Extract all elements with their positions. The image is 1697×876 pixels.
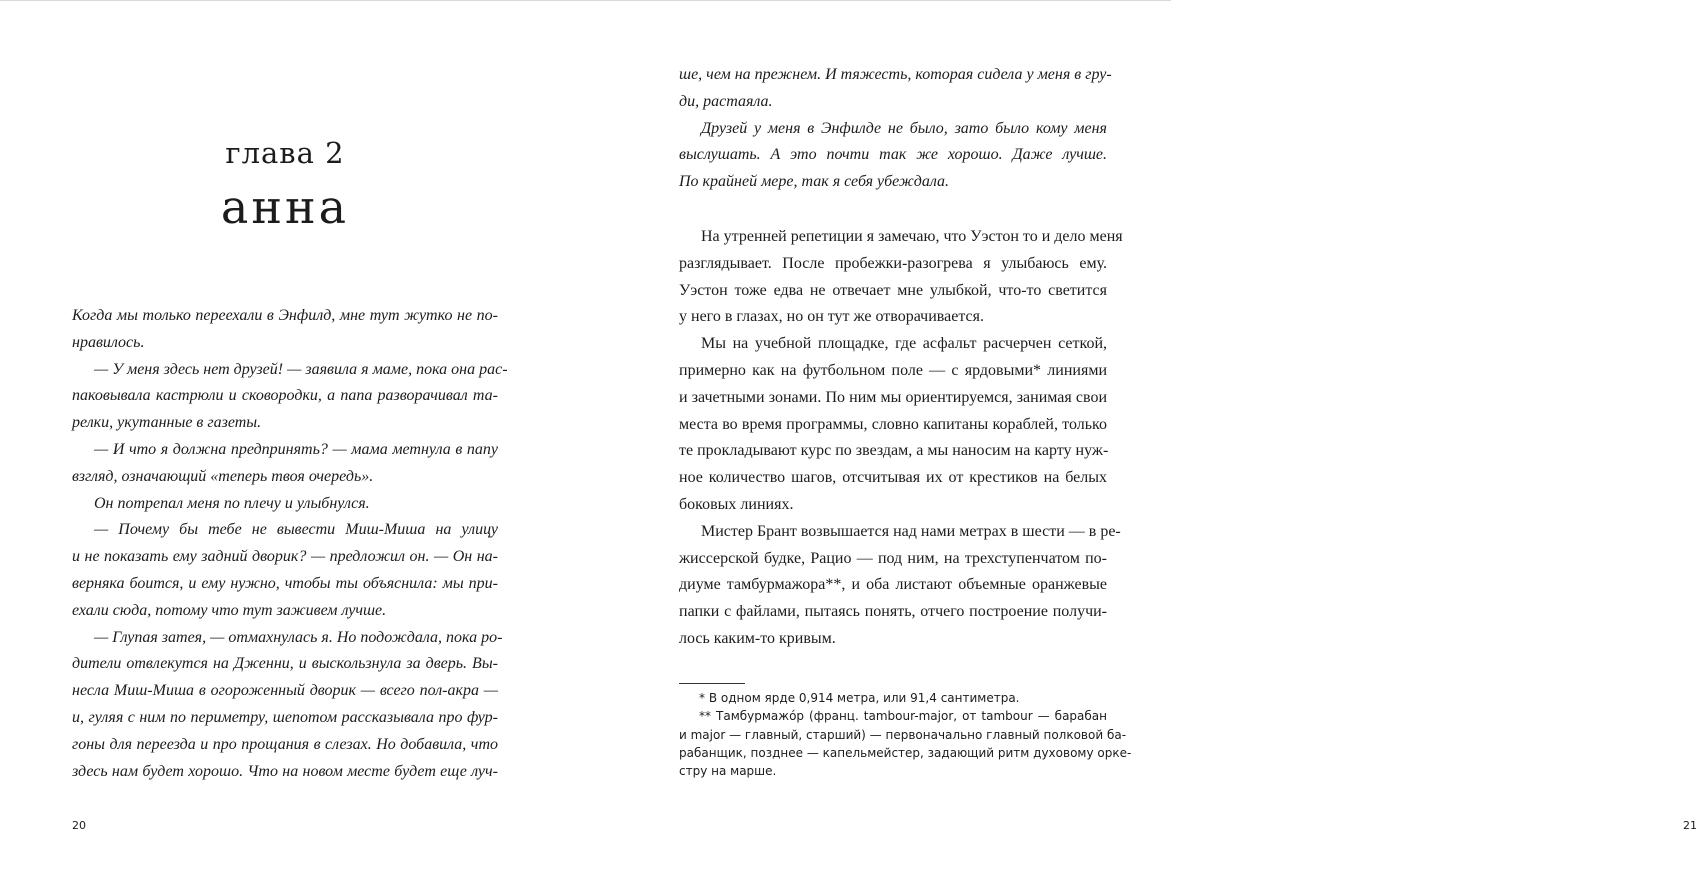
text-line: Друзей у меня в Энфилде не было, зато было кому меня — [701, 119, 1107, 137]
footnotes — [679, 689, 1132, 780]
text-line: и не показать ему задний дворик? — предложил он. — Он на- — [72, 548, 498, 566]
right-page-body-text — [679, 224, 1123, 653]
text-line: На утренней репетиции я замечаю, что Уэстон то и дело меня — [701, 228, 1123, 245]
text-line: те прокладывают курс по звездам, а мы наносим на карту нуж- — [679, 442, 1109, 460]
text-line: гоны для переезда и про прощания в слезах. Но добавила, что — [72, 735, 498, 753]
text-line: взгляд, означающий «теперь твоя очередь». — [72, 467, 374, 485]
text-line: Мы на учебной площадке, где асфальт расчерчен сеткой, — [701, 335, 1107, 353]
text-line: диуме тамбурмажора**, и оба листают объемные оранжевые — [679, 576, 1107, 594]
right-page-italic-text — [679, 62, 1112, 196]
text-line: и зачетными зонами. По ним мы ориентируемся, занимая свои — [679, 388, 1107, 406]
text-line: — Глупая затея, — отмахнулась я. Но подождала, пока ро- — [94, 628, 503, 646]
chapter-number: глава 2 — [225, 136, 345, 170]
footnote-line: ** Тамбурмажóр (франц. tambour-major, от tambour — барабан — [699, 709, 1107, 724]
text-line: — И что я должна предпринять? — мама метнула в папу — [94, 440, 498, 458]
text-line: нравилось. — [72, 333, 145, 351]
footnote-rule — [679, 683, 745, 684]
text-line: Он потрепал меня по плечу и улыбнулся. — [94, 494, 370, 512]
text-line: паковывала кастрюли и сковородки, а папа разворачивал та- — [72, 387, 498, 405]
text-line: ехали сюда, потому что тут заживем лучше. — [72, 601, 387, 619]
text-line: верняка боится, и ему нужно, чтобы ты объяснила: мы при- — [72, 574, 498, 592]
footnote-line: * В одном ярде 0,914 метра, или 91,4 сантиметра. — [699, 691, 1020, 705]
text-line: выслушать. А это почти так же хорошо. Даже лучше. — [679, 146, 1107, 164]
text-line: Уэстон тоже едва не отвечает мне улыбкой, что-то светится — [679, 281, 1107, 299]
footnote-line: и major — главный, старший) — первоначально главный полковой ба- — [679, 727, 1127, 742]
text-line: здесь нам будет хорошо. Что на новом месте будет еще луч- — [72, 762, 498, 780]
text-line: несла Миш-Миша в огороженный дворик — всего пол-акра — — [72, 682, 498, 700]
footnote-line: рабанщик, позднее — капельмейстер, задающий ритм духовому орке- — [679, 745, 1132, 760]
page-number-left: 20 — [72, 819, 86, 832]
left-page-text — [72, 303, 508, 785]
text-line: Мистер Брант возвышается над нами метрах в шести — в ре- — [701, 522, 1121, 540]
text-line: лось каким-то кривым. — [679, 629, 836, 647]
text-line: — Почему бы тебе не вывести Миш-Миша на улицу — [94, 521, 498, 539]
text-line: места во время программы, словно капитаны кораблей, только — [679, 415, 1107, 433]
text-line: жиссерской будке, Рацио — под ним, на трехступенчатом по- — [679, 549, 1107, 567]
footnote-line: стру на марше. — [679, 764, 777, 779]
text-line: ное количество шагов, отсчитывая их от крестиков на белых — [679, 469, 1107, 487]
text-line: папки с файлами, пытаясь понять, отчего построение получи- — [679, 603, 1107, 621]
text-line: — У меня здесь нет друзей! — заявила я маме, пока она рас- — [94, 360, 508, 378]
chapter-title: анна — [220, 180, 350, 234]
text-line: По крайней мере, так я себя убеждала. — [679, 173, 950, 191]
text-line: и, гуляя с ним по периметру, шепотом рассказывала про фур- — [72, 708, 498, 726]
text-line: релки, укутанные в газеты. — [72, 414, 262, 432]
text-line: разглядывает. После пробежки-разогрева я улыбаюсь ему. — [679, 254, 1107, 272]
text-line: примерно как на футбольном поле — с ярдовыми* линиями — [679, 361, 1107, 379]
text-line: боковых линиях. — [679, 495, 794, 513]
text-line: у него в глазах, но он тут же отворачивается. — [679, 308, 984, 326]
text-line: Когда мы только переехали в Энфилд, мне тут жутко не по- — [72, 307, 498, 324]
text-line: ше, чем на прежнем. И тяжесть, которая сидела у меня в гру- — [679, 66, 1112, 83]
text-line: ди, растаяла. — [679, 92, 773, 110]
page-number-right: 21 — [1683, 819, 1697, 832]
text-line: дители отвлекутся на Дженни, и выскользнула за дверь. Вы- — [72, 655, 498, 673]
